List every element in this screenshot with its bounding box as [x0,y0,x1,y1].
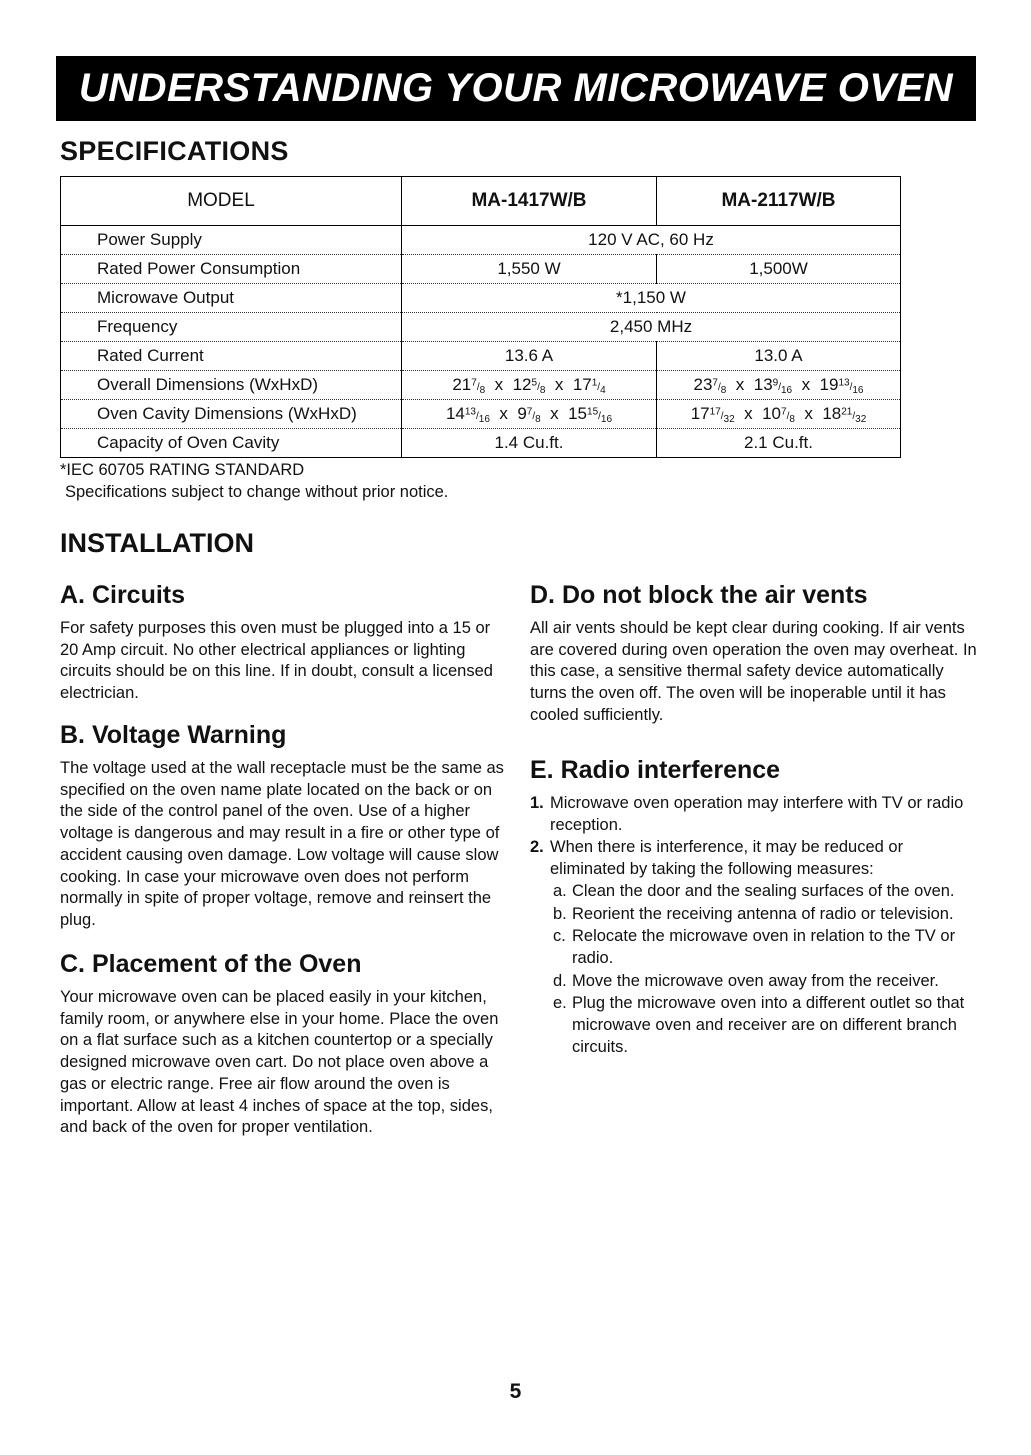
section-air-vents [530,580,980,727]
section-heading: E. Radio interference [530,756,781,784]
list-item [553,926,980,969]
table-row [61,371,901,400]
spec-label: Rated Power Consumption [61,255,402,284]
section-heading: B. Voltage Warning [60,721,287,749]
page-banner: UNDERSTANDING YOUR MICROWAVE OVEN [56,56,976,121]
specifications-heading: SPECIFICATIONS [60,136,289,166]
column-header-model: MODEL [61,177,402,226]
spec-label: Oven Cavity Dimensions (WxHxD) [61,400,402,429]
list-item [553,971,980,993]
spec-label: Rated Current [61,342,402,371]
section-body: All air vents should be kept clear during cooking. If air vents are covered during oven operation the oven may overheat. In this case, a sensitive thermal safety device automatically turns the oven off. The oven will be inoperable until it has cooled sufficiently. [530,619,977,724]
item-text: When there is interference, it may be reduced or eliminated by taking the following measures: [550,838,904,879]
table-header-row [61,177,901,226]
spec-dimension-value: $21^7/_8$ x $12^5/_8$ x $17^1/_4$ [402,371,657,400]
measure-text: Relocate the microwave oven in relation to the TV or radio. [572,927,956,967]
measure-text: Plug the microwave oven into a different outlet so that microwave oven and receiver are on different branch circuits. [572,994,965,1056]
spec-label: Overall Dimensions (WxHxD) [61,371,402,400]
table-row [61,313,901,342]
table-row [61,226,901,255]
column-header-model-1: MA-1417W/B [402,177,657,226]
section-radio-interference [530,755,980,1060]
specification-notes [60,459,448,503]
spec-value: 13.6 A [402,342,657,371]
section-body: The voltage used at the wall receptacle must be the same as specified on the oven name plate located on the back or on the side of the control panel of the oven. Use of a higher voltage is dangerous and may result in a fire or other type of accident causing oven damage. Low voltage will cause slow cooking. In case your microwave oven does not perform normally in spite of proper voltage, remove and reinsert the plug. [60,759,504,929]
list-item [553,881,980,903]
spec-value: 13.0 A [657,342,901,371]
spec-value-shared: 120 V AC, 60 Hz [402,226,901,255]
spec-value-shared: *1,150 W [402,284,901,313]
list-item [530,837,980,1059]
change-notice: Specifications subject to change without prior notice. [65,483,449,501]
table-row [61,284,901,313]
section-heading: A. Circuits [60,581,186,609]
measure-text: Clean the door and the sealing surfaces of the oven. [572,881,955,900]
rating-standard-note: *IEC 60705 RATING STANDARD [60,461,305,479]
spec-value-shared: 2,450 MHz [402,313,901,342]
measure-letter: e. [553,994,567,1013]
measure-letter: d. [553,971,567,990]
section-voltage-warning [60,720,510,932]
spec-value: 1,500W [657,255,901,284]
measures-list [550,881,980,1059]
measure-text: Reorient the receiving antenna of radio or television. [572,904,954,923]
spec-dimension-value: $17^{17}/_{32}$ x $10^7/_8$ x $18^{21}/_{32}$ [657,400,901,429]
section-placement [60,949,510,1139]
installation-heading: INSTALLATION [60,528,254,558]
spec-dimension-value: $23^7/_8$ x $13^9/_{16}$ x $19^{13}/_{16}$ [657,371,901,400]
spec-label: Power Supply [61,226,402,255]
section-circuits [60,580,510,705]
spec-value: 1.4 Cu.ft. [402,429,657,458]
spec-value: 2.1 Cu.ft. [657,429,901,458]
spec-label: Frequency [61,313,402,342]
column-header-model-2: MA-2117W/B [657,177,901,226]
measure-text: Move the microwave oven away from the receiver. [572,971,939,990]
page-number: 5 [509,1380,522,1403]
section-heading: D. Do not block the air vents [530,581,868,609]
list-item [530,793,980,836]
spec-label: Capacity of Oven Cavity [61,429,402,458]
specifications-table [60,176,901,458]
table-row [61,429,901,458]
measure-letter: a. [553,881,567,900]
spec-value: 1,550 W [402,255,657,284]
interference-list [530,793,980,1059]
item-number: 1. [530,794,544,812]
list-item [553,904,980,926]
section-heading: C. Placement of the Oven [60,950,362,978]
item-number: 2. [530,838,544,857]
measure-letter: b. [553,904,567,923]
spec-label: Microwave Output [61,284,402,313]
spec-dimension-value: $14^{13}/_{16}$ x $9^7/_8$ x $15^{15}/_{16}$ [402,400,657,429]
section-body: Your microwave oven can be placed easily in your kitchen, family room, or anywhere else in your home. Place the oven on a flat surface such as a kitchen countertop or a specially designed microwave oven cart. Do not place oven above a gas or electric range. Free air flow around the oven is important. Allow at least 4 inches of space at the top, sides, and back of the oven for proper ventilation. [60,988,499,1137]
list-item [553,993,980,1058]
table-row [61,342,901,371]
section-body: For safety purposes this oven must be plugged into a 15 or 20 Amp circuit. No other electrical appliances or lighting circuits should be on this line. If in doubt, consult a licensed electrician. [60,619,493,703]
item-text: Microwave oven operation may interfere with TV or radio reception. [550,794,964,834]
measure-letter: c. [553,927,566,946]
table-row [61,255,901,284]
table-row [61,400,901,429]
